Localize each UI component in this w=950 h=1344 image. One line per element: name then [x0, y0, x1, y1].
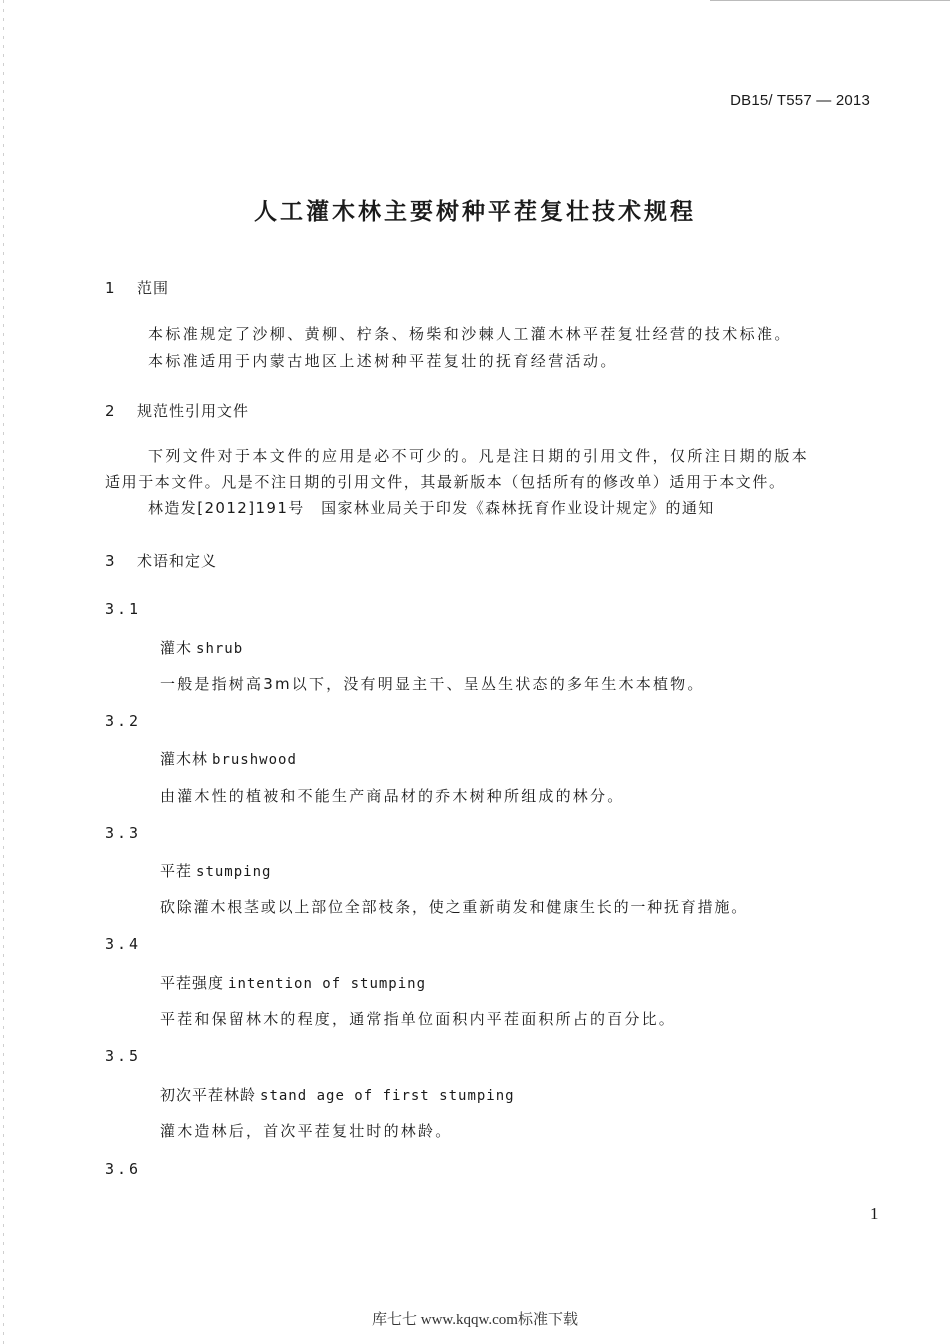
paragraph-line: 适用于本文件。凡是不注日期的引用文件，其最新版本（包括所有的修改单）适用于本文件。	[105, 473, 786, 491]
section-number: 1	[105, 279, 116, 297]
section-number: 3	[105, 552, 116, 570]
term-heading	[160, 748, 297, 769]
section-3-heading	[105, 550, 217, 571]
term-zh: 灌木林	[160, 750, 209, 768]
term-definition: 平茬和保留林木的程度，通常指单位面积内平茬面积所占的百分比。	[160, 1010, 677, 1028]
term-zh: 平茬强度	[160, 974, 225, 992]
term-en: stumping	[196, 864, 272, 880]
section-number: 2	[105, 402, 116, 420]
term-definition: 砍除灌木根茎或以上部位全部枝条，使之重新萌发和健康生长的一种抚育措施。	[160, 898, 749, 916]
term-number: 3.6	[105, 1160, 142, 1178]
term-zh: 灌木	[160, 639, 193, 657]
term-heading	[160, 1084, 515, 1105]
term-heading	[160, 860, 271, 881]
term-en: intention of stumping	[228, 976, 427, 992]
term-en: stand age of first stumping	[260, 1088, 515, 1104]
term-number: 3.3	[105, 824, 142, 842]
term-en: brushwood	[212, 752, 297, 768]
term-number: 3.2	[105, 712, 142, 730]
reference-line: 林造发[2012]191号 国家林业局关于印发《森林抚育作业设计规定》的通知	[148, 499, 715, 517]
term-definition: 一般是指树高3m以下，没有明显主干、呈丛生状态的多年生木本植物。	[160, 675, 705, 693]
page-number: 1	[870, 1204, 879, 1223]
term-number: 3.1	[105, 600, 142, 618]
section-title: 范围	[137, 279, 170, 297]
term-heading	[160, 637, 243, 658]
paragraph-line: 本标准规定了沙柳、黄柳、柠条、杨柴和沙棘人工灌木林平茬复壮经营的技术标准。	[148, 325, 792, 343]
section-title: 规范性引用文件	[137, 402, 250, 420]
scan-top-line	[710, 0, 950, 1]
term-zh: 初次平茬林龄	[160, 1086, 257, 1104]
paragraph-line: 本标准适用于内蒙古地区上述树种平茬复壮的抚育经营活动。	[148, 352, 618, 370]
term-heading	[160, 972, 426, 993]
term-en: shrub	[196, 641, 244, 657]
document-title: 人工灌木林主要树种平茬复壮技术规程	[254, 199, 696, 225]
document-code: DB15/ T557 — 2013	[730, 92, 870, 109]
section-1-heading	[105, 277, 169, 298]
term-definition: 灌木造林后，首次平茬复壮时的林龄。	[160, 1122, 453, 1140]
paragraph-line: 下列文件对于本文件的应用是必不可少的。凡是注日期的引用文件，仅所注日期的版本	[148, 447, 810, 465]
term-zh: 平茬	[160, 862, 193, 880]
term-number: 3.4	[105, 935, 142, 953]
section-2-heading	[105, 400, 249, 421]
footer-watermark: 库七七 www.kqqw.com标准下载	[372, 1312, 578, 1328]
term-definition: 由灌木性的植被和不能生产商品材的乔木树种所组成的林分。	[160, 787, 625, 805]
section-title: 术语和定义	[137, 552, 218, 570]
term-number: 3.5	[105, 1047, 142, 1065]
